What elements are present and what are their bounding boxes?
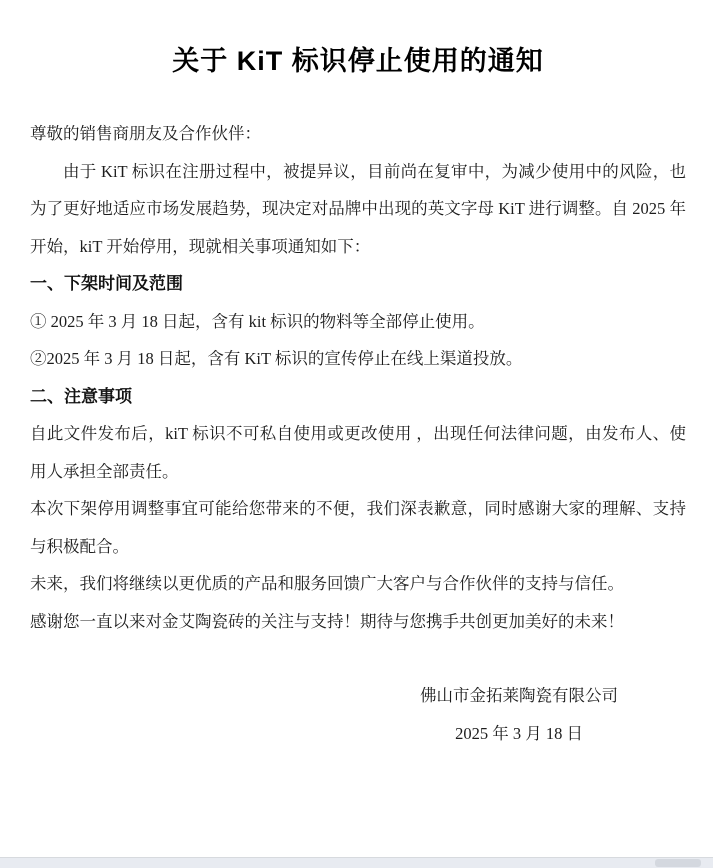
section-1-heading: 一、下架时间及范围 [30, 274, 183, 293]
section-2-paragraph-2: 本次下架停用调整事宜可能给您带来的不便，我们深表歉意，同时感谢大家的理解、支持与积极配合。 [30, 499, 686, 556]
scrollbar-thumb[interactable] [655, 859, 701, 867]
section-1-item-2: ②2025 年 3 月 18 日起，含有 KiT 标识的宣传停止在线上渠道投放。 [30, 349, 523, 368]
intro-paragraph: 由于 KiT 标识在注册过程中，被提异议，目前尚在复审中，为减少使用中的风险，也为了更好地适应市场发展趋势，现决定对品牌中出现的英文字母 KiT 进行调整。自 2025 年开始，kiT 开始停用，现就相关事项通知如下： [30, 161, 686, 256]
document-title: 关于 KiT 标识停止使用的通知 [172, 46, 544, 76]
section-2-heading: 二、注意事项 [30, 386, 132, 406]
section-2-paragraph-4: 感谢您一直以来对金艾陶瓷砖的关注与支持！期待与您携手共创更加美好的未来！ [30, 611, 624, 631]
signature-date: 2025 年 3 月 18 日 [455, 723, 583, 743]
section-2-paragraph-1: 自此文件发布后，kiT 标识不可私自使用或更改使用 ，出现任何法律问题，由发布人、使用人承担全部责任。 [30, 424, 686, 481]
horizontal-scrollbar[interactable] [0, 857, 713, 868]
section-1-item-1: ① 2025 年 3 月 18 日起，含有 kit 标识的物料等全部停止使用。 [30, 311, 485, 331]
signature-company: 佛山市金拓莱陶瓷有限公司 [420, 686, 618, 705]
salutation: 尊敬的销售商朋友及合作伙伴： [30, 124, 261, 143]
signature-block [420, 677, 618, 752]
document-body [30, 115, 686, 752]
section-2-paragraph-3: 未来，我们将继续以更优质的产品和服务回馈广大客户与合作伙伴的支持与信任。 [30, 574, 624, 593]
